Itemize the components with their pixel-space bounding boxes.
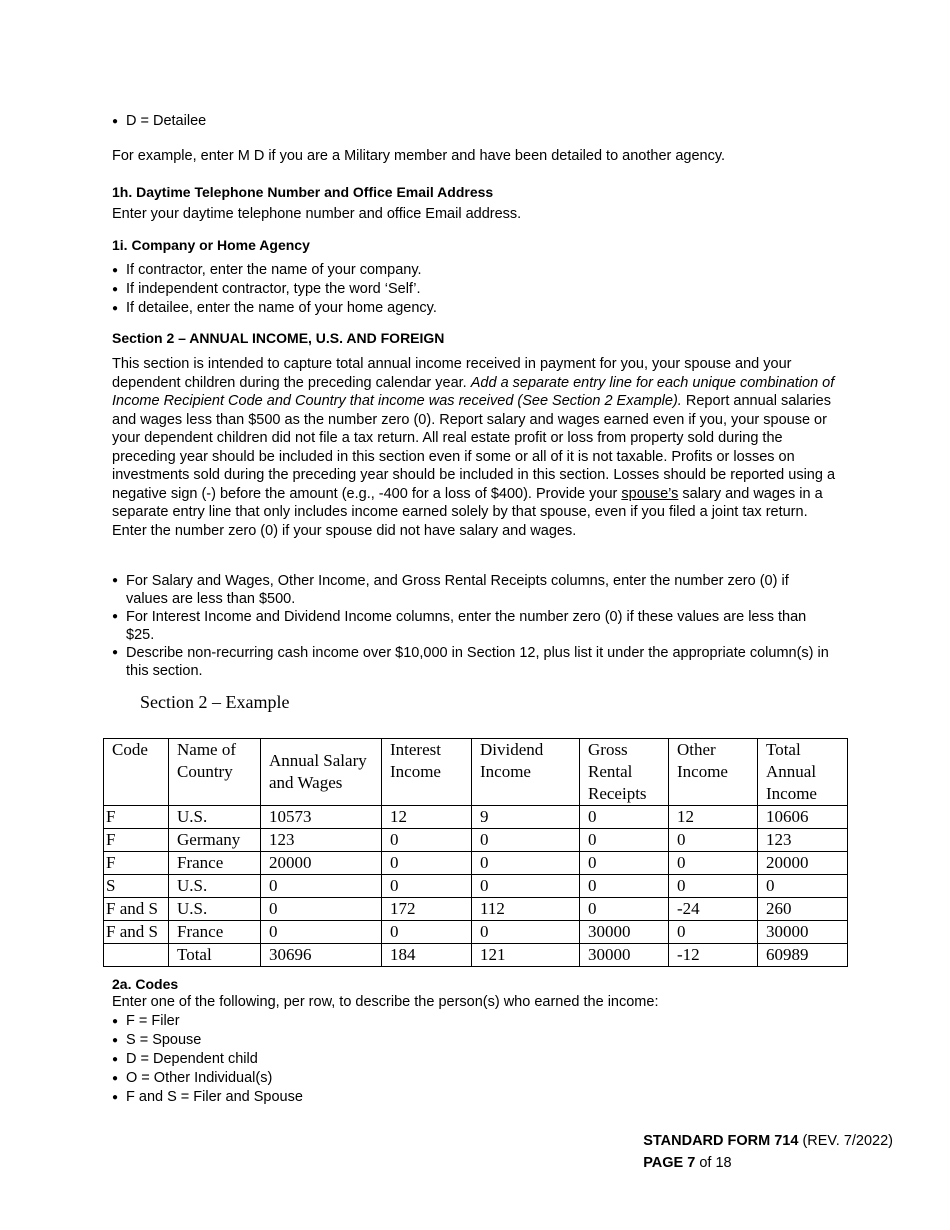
table-cell: 0 xyxy=(382,875,472,898)
list-item: ● F and S = Filer and Spouse xyxy=(112,1088,847,1107)
table-cell: 123 xyxy=(758,829,848,852)
table-cell: F and S xyxy=(104,921,169,944)
table-cell: 0 xyxy=(580,806,669,829)
list-item: ● Describe non-recurring cash income over $10,000 in Section 12, plus list it under the appropriate column(s) in this section. xyxy=(112,644,832,680)
table-row xyxy=(104,806,848,829)
table-cell: France xyxy=(169,852,261,875)
list-item: ● D = Detailee xyxy=(112,112,847,131)
table-cell: 20000 xyxy=(758,852,848,875)
table-cell: 0 xyxy=(580,852,669,875)
text: salary and wages in a separate entry line that only includes income earned solely by that spouse, even if you filed a joint tax return. Enter the number zero (0) if your spouse did not have salary and wages. xyxy=(112,485,823,539)
table-cell: 12 xyxy=(382,806,472,829)
table-row xyxy=(104,852,848,875)
list-item: ● F = Filer xyxy=(112,1012,847,1031)
text: Report annual salaries and wages less than $500 as the number zero (0). Report salary and wages earned even if you, your spouse or your dependent children did not file a tax return. All real estate profit or loss from property sold during the preceding year should be included in this section even if some or all of it is not taxable. Profits or losses on investments sold during the preceding year should be included in this section. Losses should be reported using a negative sign (-) before the amount (e.g., -400 for a loss of $400). Provide your xyxy=(112,393,836,502)
column-header: Gross Rental Receipts xyxy=(580,739,669,806)
table-cell: F xyxy=(104,806,169,829)
table-cell: 172 xyxy=(382,898,472,921)
column-header: Interest Income xyxy=(382,739,472,806)
text: This section is intended to capture total annual income received in payment for you, your spouse and your dependent children during the preceding calendar year. xyxy=(112,356,792,391)
table-cell: 123 xyxy=(261,829,382,852)
table-row xyxy=(104,875,848,898)
table-cell: 0 xyxy=(580,829,669,852)
table-cell xyxy=(104,944,169,967)
column-header: Code xyxy=(104,739,169,806)
table-cell: U.S. xyxy=(169,898,261,921)
table-row xyxy=(104,944,848,967)
column-header: Dividend Income xyxy=(472,739,580,806)
table-cell: -12 xyxy=(669,944,758,967)
table-cell: 12 xyxy=(669,806,758,829)
table-cell: 30000 xyxy=(580,944,669,967)
table-cell: 0 xyxy=(382,829,472,852)
example-table xyxy=(103,738,848,967)
table-cell: 0 xyxy=(669,875,758,898)
table-cell: 0 xyxy=(669,921,758,944)
table-cell: -24 xyxy=(669,898,758,921)
table-cell: 10573 xyxy=(261,806,382,829)
table-cell: 0 xyxy=(472,875,580,898)
table-cell: S xyxy=(104,875,169,898)
example-title: Section 2 – Example xyxy=(140,692,290,712)
table-cell: 112 xyxy=(472,898,580,921)
list-item: ● S = Spouse xyxy=(112,1031,847,1050)
table-cell: 0 xyxy=(382,921,472,944)
section-1i-list xyxy=(112,261,847,318)
list-item: ● O = Other Individual(s) xyxy=(112,1069,847,1088)
table-cell: U.S. xyxy=(169,875,261,898)
section-1i-heading: 1i. Company or Home Agency xyxy=(112,237,310,253)
table-cell: 0 xyxy=(580,875,669,898)
table-cell: F xyxy=(104,852,169,875)
column-header: Other Income xyxy=(669,739,758,806)
page-total: of 18 xyxy=(695,1155,732,1171)
table-cell: F and S xyxy=(104,898,169,921)
table-row xyxy=(104,921,848,944)
italic-text: Add a separate entry line for each unique combination of Income Recipient Code and Country that income was received (See Section 2 Example). xyxy=(112,374,835,409)
table-cell: Germany xyxy=(169,829,261,852)
detailee-list xyxy=(112,112,847,131)
section-2a-text: Enter one of the following, per row, to describe the person(s) who earned the income: xyxy=(112,994,659,1010)
table-cell: 0 xyxy=(261,875,382,898)
table-cell: F xyxy=(104,829,169,852)
table-cell: 0 xyxy=(472,921,580,944)
table-cell: 0 xyxy=(261,921,382,944)
table-cell: 30000 xyxy=(580,921,669,944)
table-cell: 0 xyxy=(472,852,580,875)
table-cell: 30696 xyxy=(261,944,382,967)
list-item: ● If detailee, enter the name of your home agency. xyxy=(112,299,847,318)
section-2-heading: Section 2 – ANNUAL INCOME, U.S. AND FOREIGN xyxy=(112,330,445,346)
section-2-list xyxy=(112,572,832,680)
table-cell: Total xyxy=(169,944,261,967)
codes-list xyxy=(112,1012,847,1107)
table-cell: 184 xyxy=(382,944,472,967)
table-cell: 0 xyxy=(472,829,580,852)
table-row xyxy=(104,898,848,921)
table-cell: 20000 xyxy=(261,852,382,875)
table-cell: 0 xyxy=(382,852,472,875)
table-cell: 0 xyxy=(261,898,382,921)
table-row xyxy=(104,829,848,852)
table-cell: France xyxy=(169,921,261,944)
list-item: ● D = Dependent child xyxy=(112,1050,847,1069)
table-cell: 30000 xyxy=(758,921,848,944)
table-cell: 0 xyxy=(580,898,669,921)
list-item: ● If contractor, enter the name of your company. xyxy=(112,261,847,280)
table-cell: 0 xyxy=(669,852,758,875)
table-cell: 0 xyxy=(758,875,848,898)
section-2a-heading: 2a. Codes xyxy=(112,976,179,992)
table-cell: 10606 xyxy=(758,806,848,829)
page-footer xyxy=(643,1130,893,1174)
underlined-text: spouse’s xyxy=(621,485,679,502)
section-1h-text: Enter your daytime telephone number and office Email address. xyxy=(112,206,522,222)
section-2-paragraph xyxy=(112,355,842,540)
list-item: ● If independent contractor, type the word ‘Self’. xyxy=(112,280,847,299)
list-item: ● For Salary and Wages, Other Income, and Gross Rental Receipts columns, enter the number zero (0) if values are less than $500. xyxy=(112,572,832,608)
column-header: Annual Salary and Wages xyxy=(261,739,382,806)
page-number: PAGE 7 xyxy=(643,1155,696,1171)
example-text: For example, enter M D if you are a Military member and have been detailed to another agency. xyxy=(112,148,726,164)
table-cell: 9 xyxy=(472,806,580,829)
table-cell: 0 xyxy=(669,829,758,852)
table-cell: 260 xyxy=(758,898,848,921)
section-1h-heading: 1h. Daytime Telephone Number and Office Email Address xyxy=(112,184,494,200)
column-header: Total Annual Income xyxy=(758,739,848,806)
table-cell: U.S. xyxy=(169,806,261,829)
table-cell: 60989 xyxy=(758,944,848,967)
revision: (REV. 7/2022) xyxy=(798,1133,893,1149)
column-header: Name of Country xyxy=(169,739,261,806)
table-cell: 121 xyxy=(472,944,580,967)
form-name: STANDARD FORM 714 xyxy=(643,1133,799,1149)
list-item: ● For Interest Income and Dividend Income columns, enter the number zero (0) if these values are less than $25. xyxy=(112,608,832,644)
